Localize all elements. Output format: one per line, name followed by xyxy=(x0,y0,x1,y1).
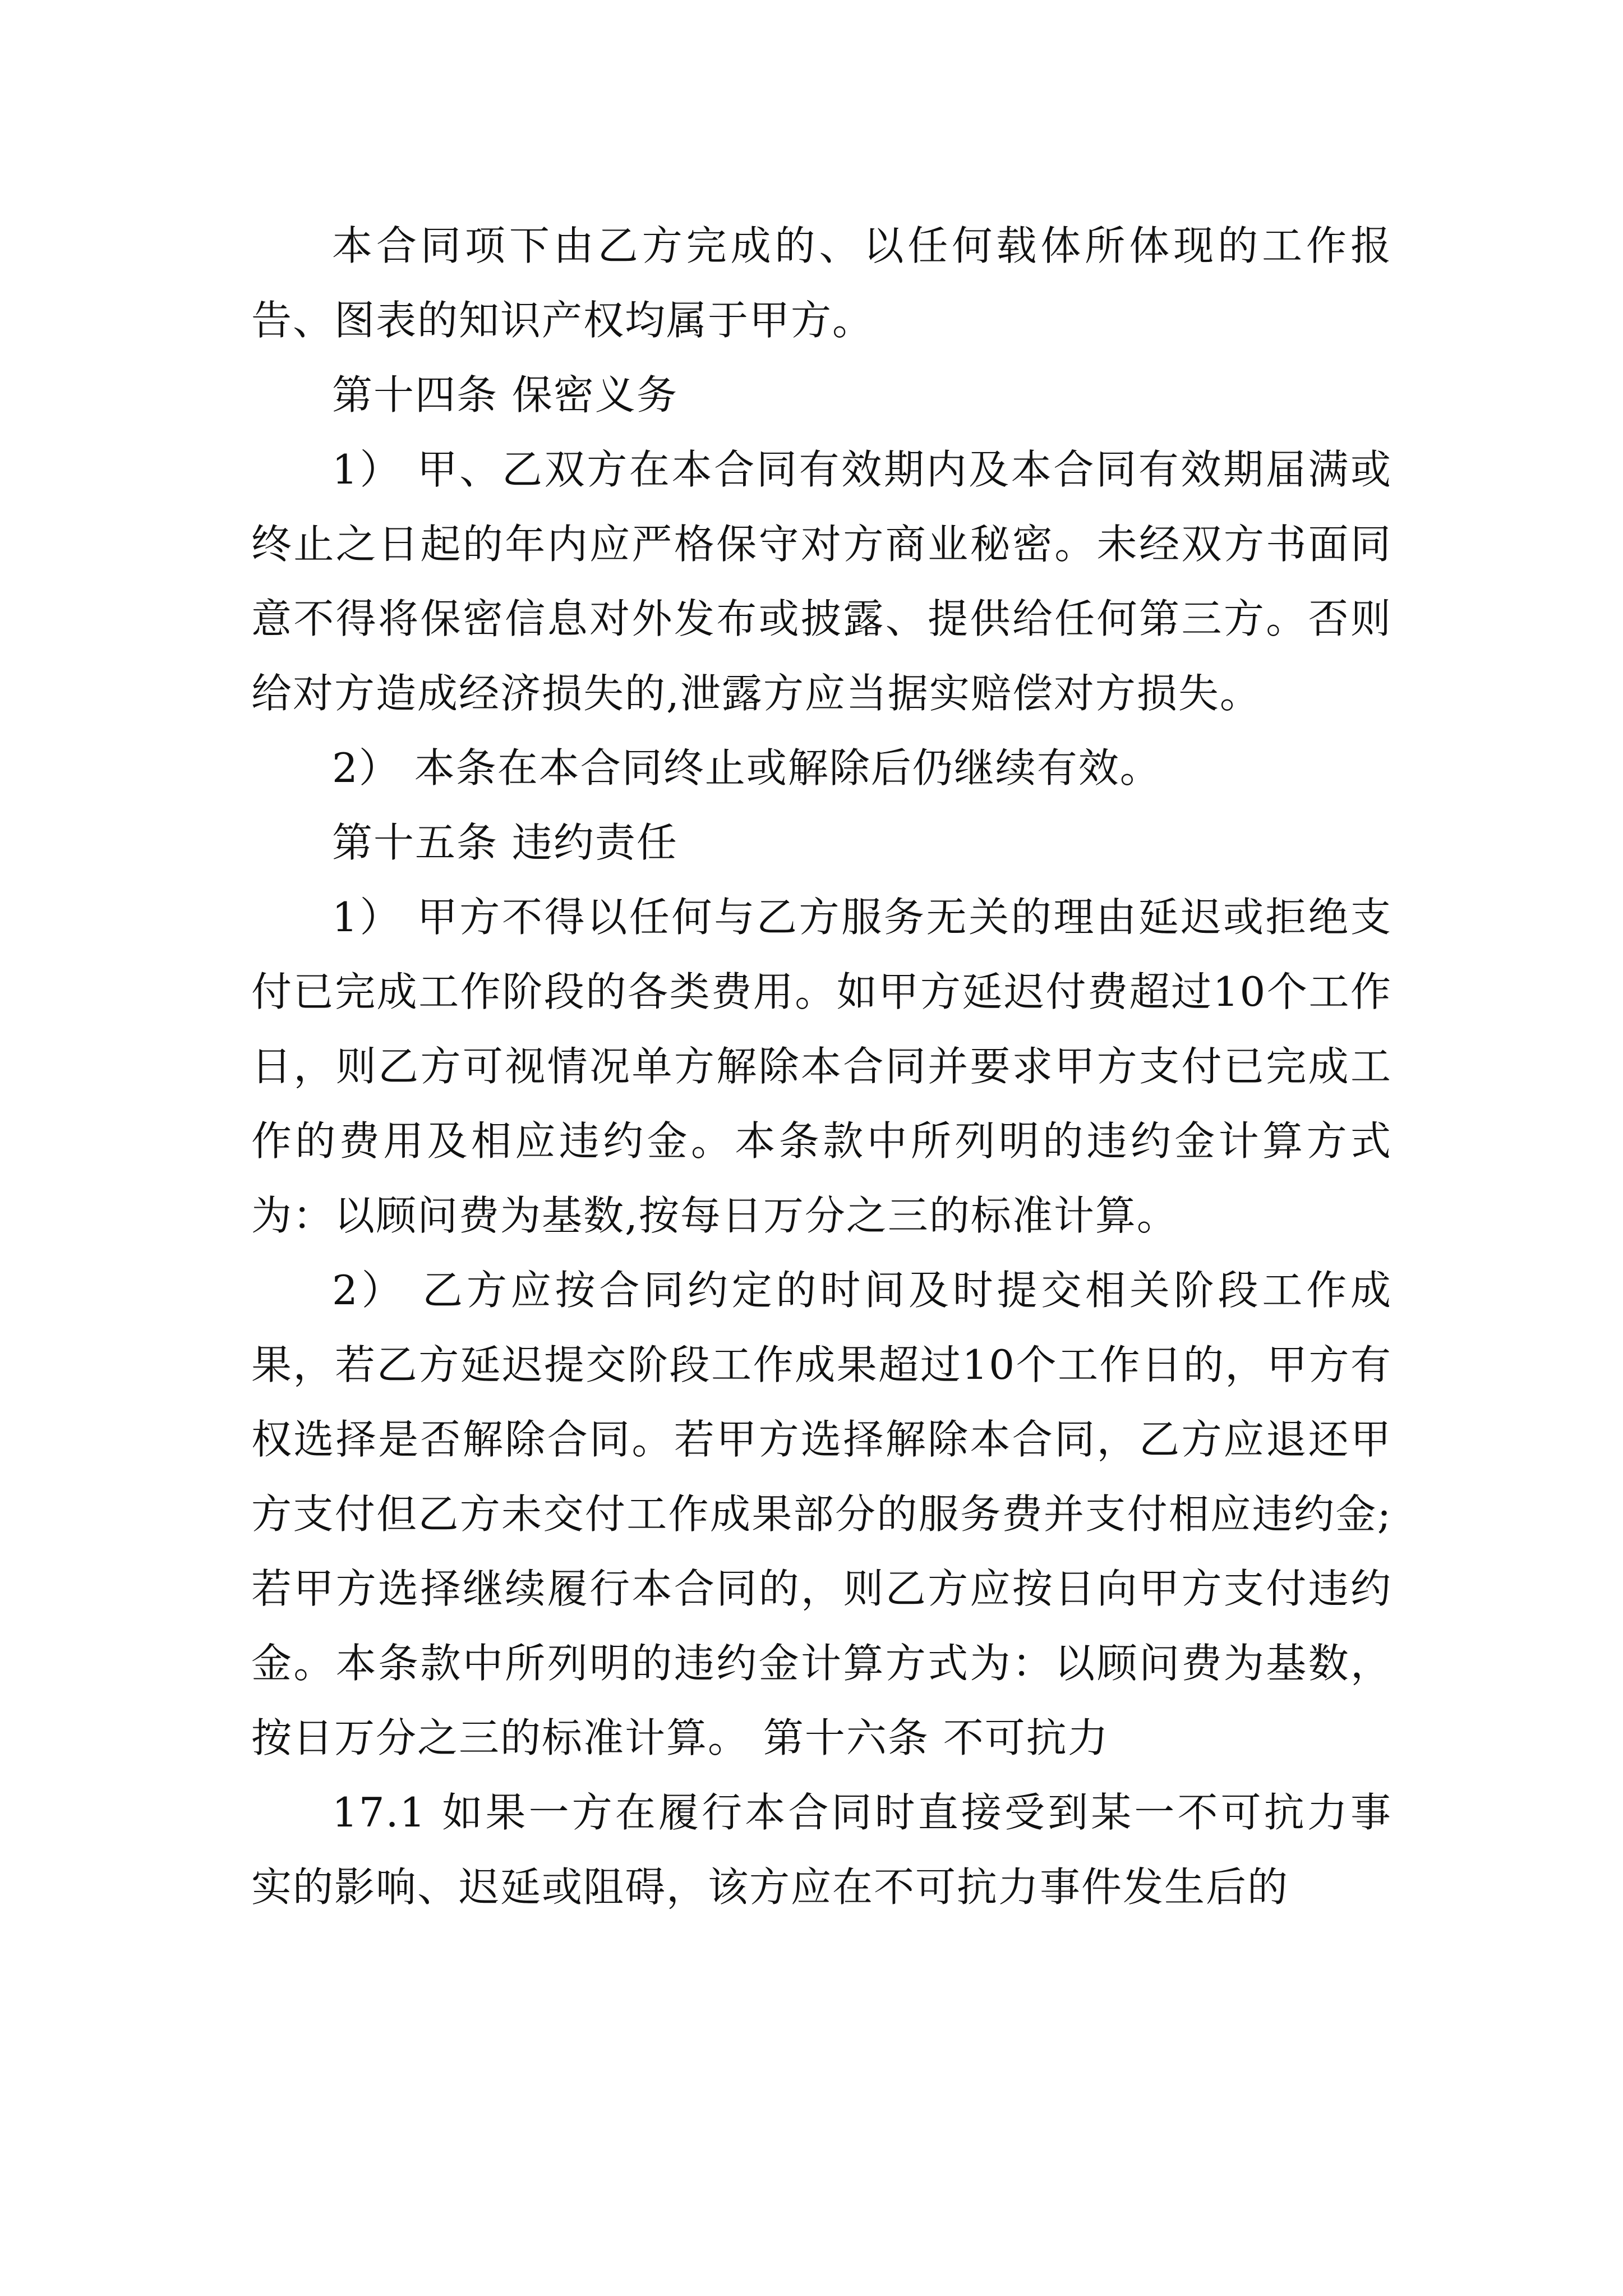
paragraph-liability-1: 1） 甲方不得以任何与乙方服务无关的理由延迟或拒绝支付已完成工作阶段的各类费用。如甲方延迟付费超过10个工作日，则乙方可视情况单方解除本合同并要求甲方支付已完成工作的费用及相应违约金。本条款中所列明的违约金计算方式为：以顾问费为基数,按每日万分之三的标准计算。 xyxy=(251,894,1392,1239)
heading-article-15: 第十五条 违约责任 xyxy=(332,819,678,866)
document-page xyxy=(251,209,1392,1925)
heading-article-14: 第十四条 保密义务 xyxy=(332,371,678,418)
paragraph-confidentiality-2: 2） 本条在本合同终止或解除后仍继续有效。 xyxy=(332,744,1161,792)
paragraph-force-majeure-17-1: 17.1 如果一方在履行本合同时直接受到某一不可抗力事实的影响、迟延或阻碍，该方应在不可抗力事件发生后的 xyxy=(251,1789,1392,1911)
paragraph-liability-2: 2） 乙方应按合同约定的时间及时提交相关阶段工作成果，若乙方延迟提交阶段工作成果超过10个工作日的，甲方有权选择是否解除合同。若甲方选择解除本合同，乙方应退还甲方支付但乙方未交付工作成果部分的服务费并支付相应违约金;若甲方选择继续履行本合同的，则乙方应按日向甲方支付违约金。本条款中所列明的违约金计算方式为：以顾问费为基数，按日万分之三的标准计算。 第十六条 不可抗力 xyxy=(251,1267,1392,1761)
paragraph-ip-ownership: 本合同项下由乙方完成的、以任何载体所体现的工作报告、图表的知识产权均属于甲方。 xyxy=(251,222,1392,344)
paragraph-confidentiality-1: 1） 甲、乙双方在本合同有效期内及本合同有效期届满或终止之日起的年内应严格保守对方商业秘密。未经双方书面同意不得将保密信息对外发布或披露、提供给任何第三方。否则给对方造成经济损失的,泄露方应当据实赔偿对方损失。 xyxy=(251,446,1392,717)
